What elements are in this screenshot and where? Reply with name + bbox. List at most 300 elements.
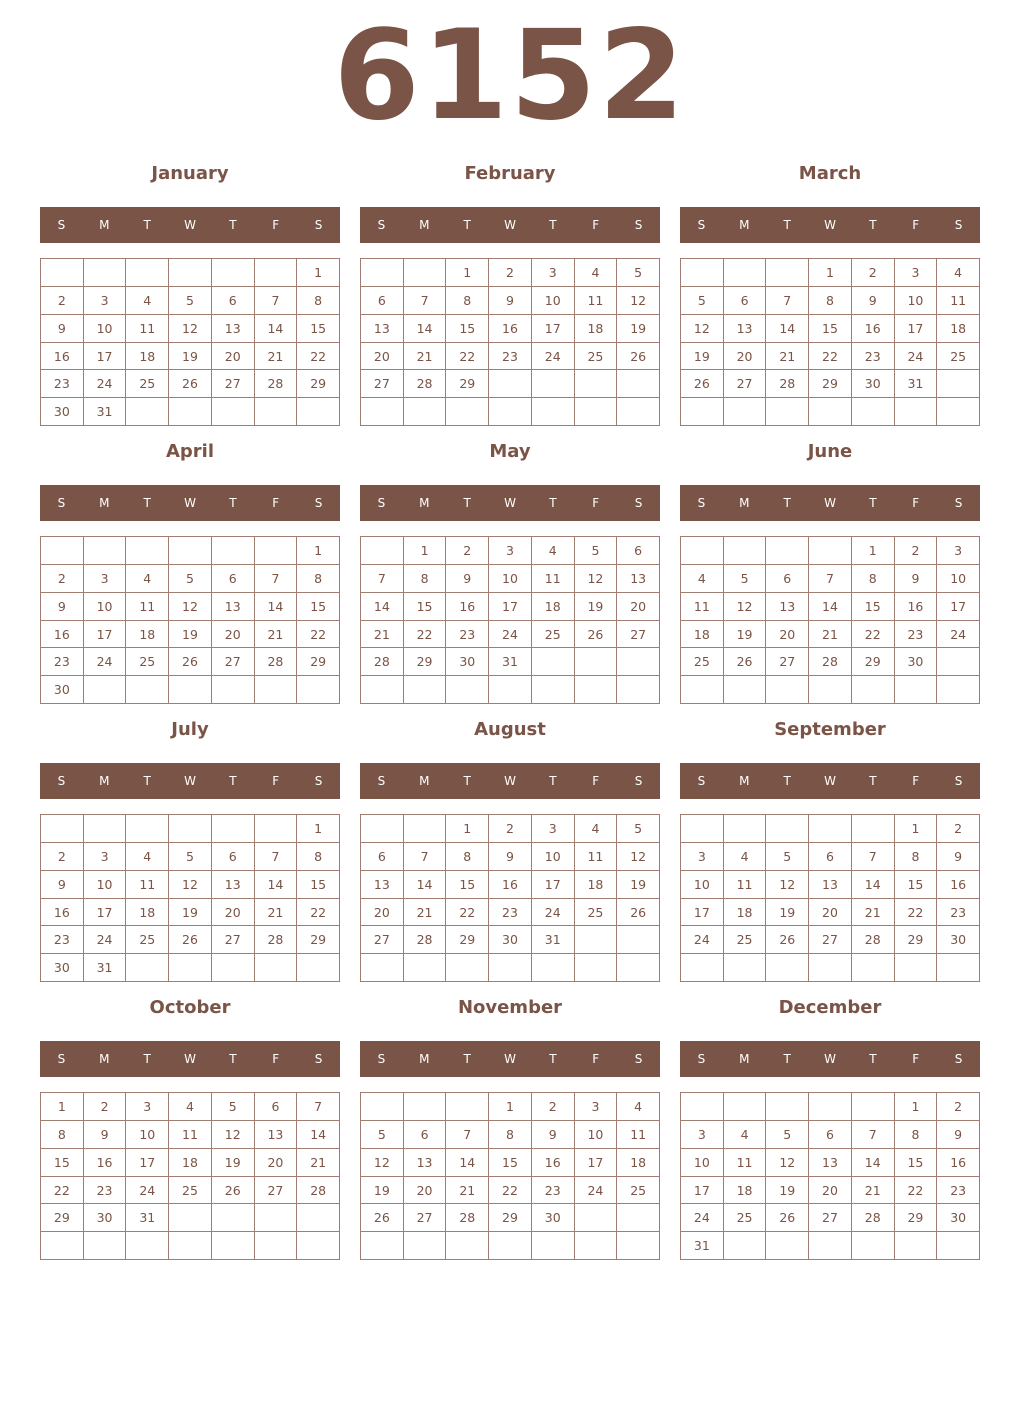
empty-cell: [404, 815, 447, 843]
weekday-label: T: [783, 218, 791, 232]
empty-cell: [446, 954, 489, 982]
day-cell: 25: [937, 343, 980, 371]
weekday-label: F: [592, 496, 600, 510]
empty-cell: [361, 1093, 404, 1121]
empty-cell: [575, 676, 618, 704]
day-cell: 11: [724, 1149, 767, 1177]
day-cell: 9: [41, 593, 84, 621]
day-cell: 30: [532, 1204, 575, 1232]
empty-cell: [297, 1204, 340, 1232]
empty-cell: [766, 1093, 809, 1121]
day-cell: 7: [446, 1121, 489, 1149]
weekday-label: S: [314, 1052, 323, 1066]
day-cell: 27: [212, 648, 255, 676]
weekday-label: W: [504, 218, 516, 232]
day-cell: 17: [532, 315, 575, 343]
day-cell: 18: [681, 621, 724, 649]
empty-cell: [617, 1204, 660, 1232]
day-cell: 7: [404, 287, 447, 315]
day-cell: 19: [617, 315, 660, 343]
day-cell: 31: [84, 398, 127, 426]
day-cell: 18: [724, 1177, 767, 1205]
day-cell: 3: [532, 815, 575, 843]
empty-cell: [169, 676, 212, 704]
day-cell: 11: [937, 287, 980, 315]
day-cell: 6: [212, 565, 255, 593]
day-cell: 11: [575, 287, 618, 315]
day-cell: 22: [809, 343, 852, 371]
day-cell: 20: [724, 343, 767, 371]
day-cell: 19: [169, 621, 212, 649]
day-cell: 22: [297, 899, 340, 927]
day-cell: 8: [489, 1121, 532, 1149]
empty-cell: [126, 259, 169, 287]
day-cell: 7: [852, 843, 895, 871]
empty-cell: [169, 398, 212, 426]
day-cell: 27: [809, 1204, 852, 1232]
day-cell: 9: [489, 287, 532, 315]
weekday-label: S: [314, 774, 323, 788]
day-cell: 2: [41, 843, 84, 871]
weekday-label: F: [272, 774, 280, 788]
day-cell: 17: [895, 315, 938, 343]
empty-cell: [361, 676, 404, 704]
month-title: September: [774, 719, 886, 740]
day-cell: 14: [255, 871, 298, 899]
day-cell: 2: [41, 287, 84, 315]
weekday-label: M: [99, 496, 110, 510]
day-cell: 30: [937, 926, 980, 954]
day-cell: 21: [297, 1149, 340, 1177]
weekday-label: T: [549, 1052, 557, 1066]
empty-cell: [852, 676, 895, 704]
day-cell: 23: [41, 926, 84, 954]
empty-cell: [169, 537, 212, 565]
month-title: January: [151, 163, 229, 184]
day-cell: 17: [681, 899, 724, 927]
day-cell: 30: [489, 926, 532, 954]
day-cell: 4: [126, 287, 169, 315]
weekday-label: T: [463, 496, 471, 510]
empty-cell: [361, 259, 404, 287]
weekday-label: M: [99, 218, 110, 232]
day-cell: 26: [212, 1177, 255, 1205]
empty-cell: [809, 676, 852, 704]
day-cell: 26: [575, 621, 618, 649]
day-cell: 16: [41, 621, 84, 649]
day-cell: 2: [446, 537, 489, 565]
day-cell: 5: [169, 843, 212, 871]
day-cell: 10: [84, 871, 127, 899]
day-cell: 15: [489, 1149, 532, 1177]
weekday-label: M: [419, 1052, 430, 1066]
empty-cell: [297, 954, 340, 982]
day-cell: 14: [766, 315, 809, 343]
day-cell: 25: [575, 343, 618, 371]
day-cell: 1: [297, 537, 340, 565]
empty-cell: [937, 370, 980, 398]
day-cell: 20: [809, 1177, 852, 1205]
weekday-header: [360, 1041, 660, 1077]
day-cell: 27: [255, 1177, 298, 1205]
weekday-label: M: [739, 774, 750, 788]
weekday-label: T: [229, 774, 237, 788]
day-cell: 13: [212, 315, 255, 343]
day-cell: 23: [895, 621, 938, 649]
empty-cell: [41, 815, 84, 843]
day-cell: 23: [937, 899, 980, 927]
day-cell: 15: [895, 871, 938, 899]
empty-cell: [766, 259, 809, 287]
empty-cell: [41, 259, 84, 287]
day-cell: 1: [895, 815, 938, 843]
empty-cell: [84, 1232, 127, 1260]
day-grid: [360, 1092, 660, 1260]
day-cell: 10: [532, 287, 575, 315]
day-cell: 21: [809, 621, 852, 649]
day-cell: 24: [937, 621, 980, 649]
day-cell: 3: [489, 537, 532, 565]
day-cell: 29: [297, 370, 340, 398]
empty-cell: [532, 1232, 575, 1260]
day-cell: 8: [446, 287, 489, 315]
empty-cell: [361, 537, 404, 565]
day-cell: 18: [126, 899, 169, 927]
day-cell: 24: [532, 343, 575, 371]
day-cell: 1: [489, 1093, 532, 1121]
month-title: August: [474, 719, 546, 740]
day-cell: 18: [532, 593, 575, 621]
empty-cell: [84, 815, 127, 843]
day-cell: 5: [169, 565, 212, 593]
day-cell: 14: [255, 593, 298, 621]
month-title: October: [149, 997, 231, 1018]
day-cell: 10: [532, 843, 575, 871]
day-cell: 31: [895, 370, 938, 398]
day-grid: [40, 258, 340, 426]
day-cell: 4: [617, 1093, 660, 1121]
day-cell: 6: [361, 843, 404, 871]
day-cell: 13: [617, 565, 660, 593]
day-cell: 11: [617, 1121, 660, 1149]
weekday-header: [360, 485, 660, 521]
day-cell: 6: [212, 843, 255, 871]
day-cell: 22: [852, 621, 895, 649]
month-title: June: [807, 441, 853, 462]
day-grid: [360, 536, 660, 704]
empty-cell: [681, 815, 724, 843]
day-cell: 19: [766, 1177, 809, 1205]
empty-cell: [575, 1232, 618, 1260]
weekday-header: [680, 207, 980, 243]
day-cell: 1: [809, 259, 852, 287]
empty-cell: [169, 259, 212, 287]
day-cell: 1: [895, 1093, 938, 1121]
day-cell: 29: [809, 370, 852, 398]
weekday-label: M: [419, 218, 430, 232]
day-cell: 12: [169, 593, 212, 621]
weekday-label: S: [634, 774, 643, 788]
weekday-label: M: [739, 1052, 750, 1066]
empty-cell: [532, 370, 575, 398]
empty-cell: [575, 370, 618, 398]
day-cell: 26: [766, 926, 809, 954]
day-cell: 3: [681, 1121, 724, 1149]
empty-cell: [255, 1232, 298, 1260]
empty-cell: [84, 537, 127, 565]
empty-cell: [575, 1204, 618, 1232]
day-cell: 29: [895, 926, 938, 954]
day-cell: 14: [404, 871, 447, 899]
day-cell: 11: [126, 315, 169, 343]
day-cell: 2: [937, 1093, 980, 1121]
weekday-header: [360, 207, 660, 243]
day-cell: 23: [937, 1177, 980, 1205]
weekday-label: W: [824, 496, 836, 510]
empty-cell: [766, 398, 809, 426]
weekday-label: M: [419, 496, 430, 510]
day-cell: 4: [937, 259, 980, 287]
empty-cell: [809, 537, 852, 565]
day-cell: 25: [724, 1204, 767, 1232]
day-cell: 10: [681, 1149, 724, 1177]
day-cell: 29: [404, 648, 447, 676]
empty-cell: [169, 954, 212, 982]
day-cell: 16: [84, 1149, 127, 1177]
day-cell: 4: [681, 565, 724, 593]
empty-cell: [724, 1093, 767, 1121]
day-cell: 7: [297, 1093, 340, 1121]
day-cell: 15: [404, 593, 447, 621]
empty-cell: [532, 398, 575, 426]
day-cell: 24: [84, 370, 127, 398]
empty-cell: [41, 537, 84, 565]
day-cell: 11: [724, 871, 767, 899]
empty-cell: [766, 537, 809, 565]
day-cell: 15: [297, 593, 340, 621]
day-cell: 12: [724, 593, 767, 621]
weekday-label: T: [143, 218, 151, 232]
day-cell: 27: [361, 926, 404, 954]
day-cell: 3: [84, 843, 127, 871]
day-cell: 12: [212, 1121, 255, 1149]
empty-cell: [681, 1093, 724, 1121]
day-cell: 27: [361, 370, 404, 398]
day-cell: 30: [41, 954, 84, 982]
day-cell: 28: [255, 926, 298, 954]
day-cell: 25: [681, 648, 724, 676]
empty-cell: [404, 259, 447, 287]
empty-cell: [809, 398, 852, 426]
weekday-label: T: [229, 496, 237, 510]
day-cell: 9: [937, 843, 980, 871]
weekday-label: T: [463, 1052, 471, 1066]
day-cell: 11: [532, 565, 575, 593]
day-cell: 27: [724, 370, 767, 398]
weekday-header: [680, 763, 980, 799]
weekday-label: W: [504, 496, 516, 510]
empty-cell: [724, 398, 767, 426]
day-cell: 5: [766, 1121, 809, 1149]
day-cell: 10: [84, 315, 127, 343]
weekday-label: T: [229, 1052, 237, 1066]
weekday-label: S: [57, 496, 66, 510]
weekday-label: S: [314, 218, 323, 232]
day-cell: 10: [895, 287, 938, 315]
empty-cell: [724, 1232, 767, 1260]
day-cell: 27: [212, 370, 255, 398]
day-cell: 6: [809, 1121, 852, 1149]
day-cell: 20: [617, 593, 660, 621]
day-cell: 7: [255, 565, 298, 593]
weekday-label: T: [463, 774, 471, 788]
day-cell: 13: [361, 871, 404, 899]
weekday-label: S: [697, 496, 706, 510]
day-cell: 16: [446, 593, 489, 621]
weekday-label: W: [184, 496, 196, 510]
empty-cell: [617, 926, 660, 954]
day-cell: 9: [446, 565, 489, 593]
day-cell: 15: [297, 315, 340, 343]
day-cell: 27: [212, 926, 255, 954]
day-cell: 29: [852, 648, 895, 676]
empty-cell: [126, 398, 169, 426]
day-cell: 30: [41, 398, 84, 426]
empty-cell: [852, 398, 895, 426]
day-cell: 13: [724, 315, 767, 343]
day-cell: 12: [169, 315, 212, 343]
day-cell: 20: [212, 621, 255, 649]
day-cell: 9: [489, 843, 532, 871]
day-cell: 14: [852, 1149, 895, 1177]
day-cell: 9: [532, 1121, 575, 1149]
empty-cell: [617, 398, 660, 426]
empty-cell: [937, 676, 980, 704]
weekday-label: S: [634, 496, 643, 510]
day-cell: 28: [404, 926, 447, 954]
day-cell: 16: [895, 593, 938, 621]
weekday-label: M: [419, 774, 430, 788]
empty-cell: [84, 259, 127, 287]
day-cell: 11: [575, 843, 618, 871]
empty-cell: [575, 648, 618, 676]
weekday-label: M: [99, 774, 110, 788]
day-cell: 24: [681, 1204, 724, 1232]
empty-cell: [446, 398, 489, 426]
empty-cell: [84, 676, 127, 704]
day-cell: 15: [852, 593, 895, 621]
empty-cell: [255, 1204, 298, 1232]
empty-cell: [575, 926, 618, 954]
day-cell: 20: [361, 343, 404, 371]
empty-cell: [297, 1232, 340, 1260]
day-cell: 29: [446, 926, 489, 954]
empty-cell: [724, 537, 767, 565]
day-cell: 5: [724, 565, 767, 593]
weekday-header: [680, 1041, 980, 1077]
day-cell: 21: [446, 1177, 489, 1205]
day-cell: 17: [575, 1149, 618, 1177]
weekday-label: T: [143, 1052, 151, 1066]
weekday-label: S: [697, 774, 706, 788]
day-cell: 11: [126, 593, 169, 621]
day-cell: 30: [84, 1204, 127, 1232]
day-cell: 30: [41, 676, 84, 704]
empty-cell: [489, 398, 532, 426]
empty-cell: [212, 259, 255, 287]
day-cell: 23: [446, 621, 489, 649]
day-cell: 12: [617, 843, 660, 871]
empty-cell: [895, 954, 938, 982]
day-cell: 4: [724, 843, 767, 871]
weekday-header: [40, 1041, 340, 1077]
day-cell: 24: [895, 343, 938, 371]
weekday-label: F: [272, 1052, 280, 1066]
day-cell: 14: [361, 593, 404, 621]
day-cell: 28: [446, 1204, 489, 1232]
day-grid: [680, 1092, 980, 1260]
weekday-header: [680, 485, 980, 521]
day-cell: 28: [852, 1204, 895, 1232]
weekday-label: T: [229, 218, 237, 232]
day-cell: 15: [41, 1149, 84, 1177]
weekday-label: S: [954, 774, 963, 788]
day-grid: [360, 258, 660, 426]
day-cell: 22: [297, 621, 340, 649]
empty-cell: [297, 398, 340, 426]
day-cell: 8: [297, 565, 340, 593]
day-cell: 7: [809, 565, 852, 593]
day-cell: 21: [852, 899, 895, 927]
day-cell: 2: [489, 259, 532, 287]
empty-cell: [937, 1232, 980, 1260]
weekday-label: F: [272, 496, 280, 510]
day-cell: 13: [809, 1149, 852, 1177]
day-cell: 9: [895, 565, 938, 593]
weekday-label: T: [783, 1052, 791, 1066]
empty-cell: [489, 676, 532, 704]
day-cell: 3: [895, 259, 938, 287]
weekday-label: S: [634, 218, 643, 232]
day-cell: 5: [212, 1093, 255, 1121]
empty-cell: [681, 676, 724, 704]
month-title: December: [778, 997, 882, 1018]
day-cell: 24: [532, 899, 575, 927]
weekday-label: W: [504, 774, 516, 788]
day-cell: 30: [895, 648, 938, 676]
empty-cell: [126, 1232, 169, 1260]
day-cell: 2: [532, 1093, 575, 1121]
day-cell: 14: [852, 871, 895, 899]
day-cell: 13: [255, 1121, 298, 1149]
day-cell: 22: [489, 1177, 532, 1205]
day-cell: 29: [489, 1204, 532, 1232]
day-cell: 4: [724, 1121, 767, 1149]
empty-cell: [724, 954, 767, 982]
day-cell: 17: [532, 871, 575, 899]
day-cell: 21: [255, 621, 298, 649]
day-cell: 27: [766, 648, 809, 676]
empty-cell: [575, 954, 618, 982]
weekday-label: W: [824, 218, 836, 232]
day-cell: 26: [361, 1204, 404, 1232]
day-cell: 25: [724, 926, 767, 954]
day-cell: 28: [361, 648, 404, 676]
weekday-label: S: [377, 1052, 386, 1066]
empty-cell: [895, 676, 938, 704]
day-cell: 7: [361, 565, 404, 593]
day-cell: 31: [681, 1232, 724, 1260]
